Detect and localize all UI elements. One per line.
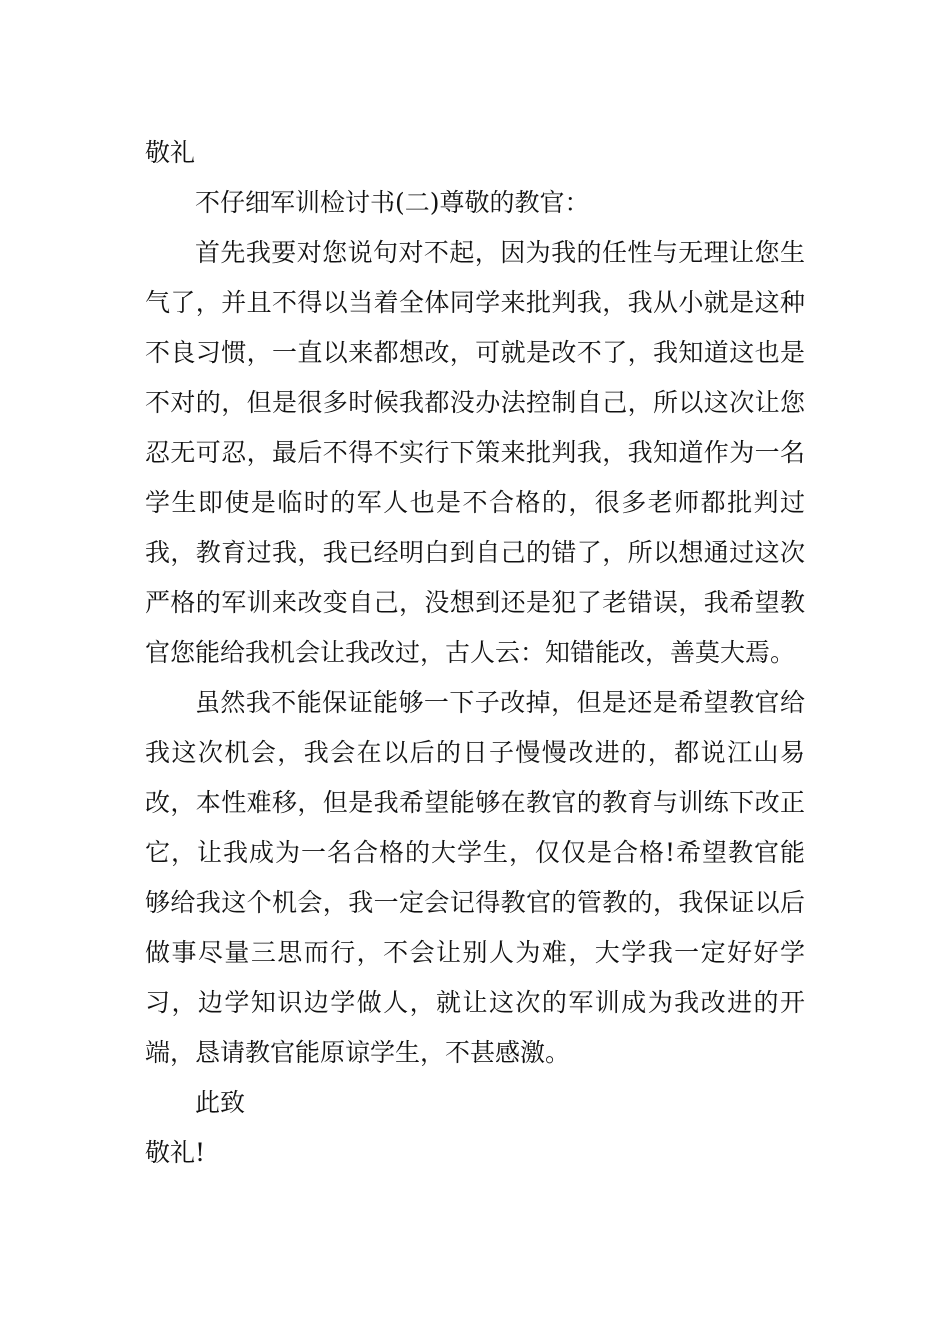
salute-top: 敬礼 — [145, 138, 196, 167]
document-page — [145, 128, 805, 1178]
body-paragraph-2: 虽然我不能保证能够一下子改掉，但是还是希望教官给我这次机会，我会在以后的日子慢慢改进的，都说江山易改，本性难移，但是我希望能够在教官的教育与训练下改正它，让我成为一名合格的大学生，仅仅是合格!希望教官能够给我这个机会，我一定会记得教官的管教的，我保证以后做事尽量三思而行，不会让别人为难，大学我一定好好学习，边学知识边学做人，就让这次的军训成为我改进的开端，恳请教官能原谅学生，不甚感激。 — [145, 688, 805, 1067]
body-paragraph-1: 首先我要对您说句对不起，因为我的任性与无理让您生气了，并且不得以当着全体同学来批判我，我从小就是这种不良习惯，一直以来都想改，可就是改不了，我知道这也是不对的，但是很多时候我都没办法控制自己，所以这次让您忍无可忍，最后不得不实行下策来批判我，我知道作为一名学生即使是临时的军人也是不合格的，很多老师都批判过我，教育过我，我已经明白到自己的错了，所以想通过这次严格的军训来改变自己，没想到还是犯了老错误，我希望教官您能给我机会让我改过，古人云：知错能改，善莫大焉。 — [145, 238, 805, 667]
salute-bottom: 敬礼! — [145, 1138, 206, 1167]
closing-line: 此致 — [195, 1088, 246, 1117]
document-title-line: 不仔细军训检讨书(二)尊敬的教官： — [195, 188, 590, 217]
